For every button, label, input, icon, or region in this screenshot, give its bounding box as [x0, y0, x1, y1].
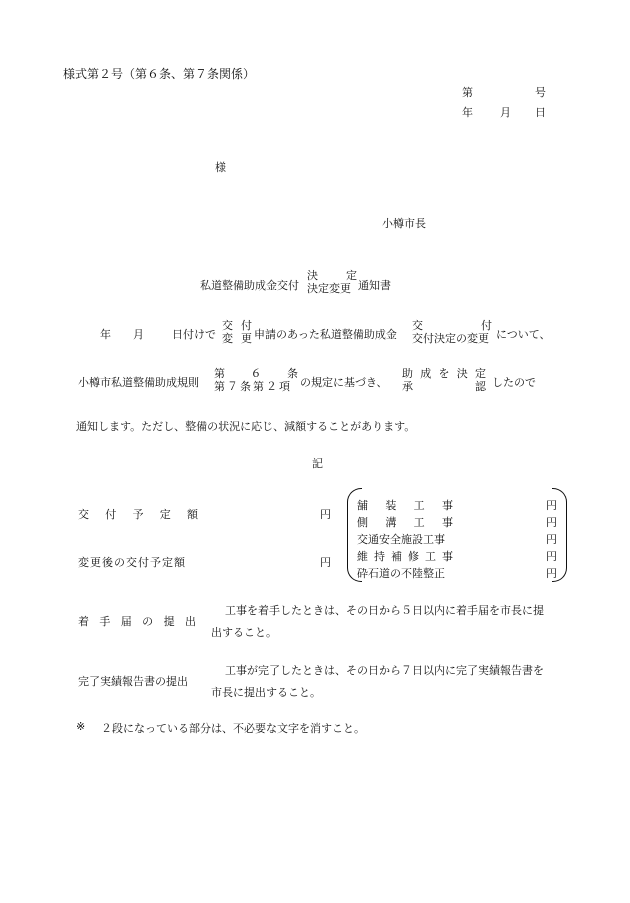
decision-alternatives: 助 成 を 決 定 承 認	[402, 367, 486, 393]
ki-heading: 記	[312, 457, 323, 470]
doc-number-prefix: 第	[462, 86, 473, 99]
notice-title-alternatives	[307, 269, 357, 295]
notice-title-suffix: 通知書	[358, 279, 391, 292]
article-alternatives: 第 ６ 条 第７条第２項	[214, 367, 298, 393]
date-year: 年	[462, 106, 473, 119]
completion-report-text-1: 工事が完了したときは、その日から７日以内に完了実績報告書を	[225, 664, 544, 677]
sender: 小樽市長	[382, 217, 426, 230]
body-line-3: 通知します。ただし、整備の状況に応じ、減額することがあります。	[76, 420, 416, 433]
work-item-traffic-safety: 交通安全施設工事 円	[357, 533, 557, 546]
work-item-gutter: 側 溝 工 事 円	[357, 516, 557, 529]
note-text: ２段になっている部分は、不必要な文字を消すこと。	[101, 722, 365, 735]
notice-title-alt-change: 決定変更	[307, 282, 351, 295]
date-month: 月	[500, 106, 511, 119]
notice-title-prefix: 私道整備助成金交付	[200, 279, 299, 292]
addressee: 様	[215, 161, 226, 174]
start-notice-text-1: 工事を着手したときは、その日から５日以内に着手届を市長に提	[225, 604, 544, 617]
date-day: 日	[535, 106, 546, 119]
changed-amount-label: 変更後の交付予定額	[78, 556, 186, 569]
planned-amount-yen: 円	[320, 508, 331, 521]
completion-report-label: 完了実績報告書の提出	[78, 675, 188, 688]
planned-amount-label: 交 付 予 定 額	[78, 508, 198, 521]
grant-type-alternatives: 交 付 交付決定の変更	[412, 319, 492, 345]
work-item-gravel-leveling: 砕石道の不陸整正 円	[357, 567, 557, 580]
start-notice-label: 着 手 届 の 提 出	[78, 615, 196, 628]
work-item-maintenance: 維 持 補 修 工 事 円	[357, 550, 557, 563]
completion-report-text-2: 市長に提出すること。	[211, 686, 321, 699]
changed-amount-yen: 円	[320, 556, 331, 569]
doc-number-suffix: 号	[535, 86, 546, 99]
work-item-paving: 舗 装 工 事 円	[357, 499, 557, 512]
note-mark: ※	[76, 720, 86, 733]
application-type-alternatives: 交 付 変 更	[222, 319, 252, 345]
notice-title-alt-decision: 決 定	[307, 269, 357, 282]
start-notice-text-2: 出すること。	[211, 626, 277, 639]
form-title: 様式第２号（第６条、第７条関係）	[63, 67, 256, 81]
